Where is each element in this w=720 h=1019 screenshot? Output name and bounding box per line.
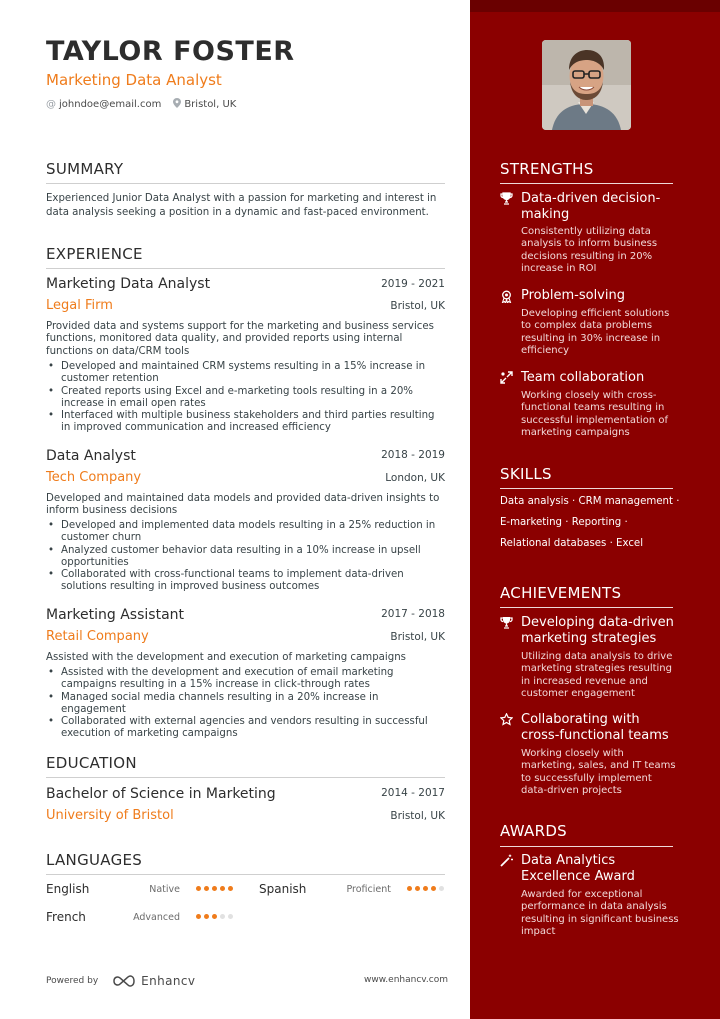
- skills-line: Relational databases · Excel: [500, 538, 644, 549]
- job-bullet: • Developed and maintained CRM systems resulting in a 15% increase in customer retention: [46, 361, 446, 386]
- achievements-divider: [500, 607, 673, 608]
- job-description: Assisted with the development and execution of marketing campaigns: [46, 652, 406, 663]
- rating-dot: [407, 886, 412, 891]
- job-bullets: [46, 520, 446, 594]
- rating-dot: [423, 886, 428, 891]
- strength-title: Problem-solving: [521, 288, 625, 303]
- achievement-title: Collaborating with cross-functional teams: [521, 712, 669, 743]
- job-bullet: • Managed social media channels resulting in a 20% increase in engagement: [46, 692, 446, 717]
- people-link-icon: [500, 371, 514, 385]
- star-icon: [500, 713, 514, 727]
- job-title: Data Analyst: [46, 448, 136, 464]
- language-level: Native: [149, 884, 180, 895]
- trophy-icon: [500, 616, 514, 630]
- job-dates: 2019 - 2021: [381, 278, 445, 290]
- education-divider: [46, 777, 445, 778]
- achievement-title: Developing data-driven marketing strategies: [521, 615, 674, 646]
- sidebar-top-band: [470, 0, 720, 12]
- awards-divider: [500, 846, 673, 847]
- degree-title: Bachelor of Science in Marketing: [46, 786, 276, 802]
- rating-dot: [415, 886, 420, 891]
- strength-title: Data-driven decision-making: [521, 191, 661, 222]
- skills-line: Data analysis · CRM management ·: [500, 496, 680, 507]
- powered-by-text: Powered by: [46, 976, 99, 986]
- magic-wand-icon: [500, 854, 514, 868]
- strengths-divider: [500, 183, 673, 184]
- candidate-name: TAYLOR FOSTER: [46, 36, 295, 67]
- summary-heading: SUMMARY: [46, 160, 124, 178]
- job-bullet: • Created reports using Excel and e-marketing tools resulting in a 20% increase in email open rates: [46, 386, 446, 411]
- language-name: Spanish: [259, 882, 307, 896]
- job-location: Bristol, UK: [390, 300, 445, 312]
- language-name: French: [46, 910, 86, 924]
- job-location: Bristol, UK: [390, 631, 445, 643]
- skills-heading: SKILLS: [500, 465, 552, 483]
- strength-title: Team collaboration: [521, 370, 645, 385]
- candidate-title: Marketing Data Analyst: [46, 71, 222, 89]
- contact-line: [46, 98, 236, 111]
- rating-dot: [439, 886, 444, 891]
- job-description: Developed and maintained data models and provided data-driven insights to inform business decisions: [46, 493, 440, 517]
- footer-powered: [46, 974, 195, 988]
- skills-line: E-marketing · Reporting ·: [500, 517, 628, 528]
- job-dates: 2017 - 2018: [381, 608, 445, 620]
- experience-heading: EXPERIENCE: [46, 245, 143, 263]
- rating-dot: [196, 886, 201, 891]
- awards-heading: AWARDS: [500, 822, 568, 840]
- award-description: Awarded for exceptional performance in data analysis resulting in significant business impact: [521, 889, 679, 938]
- job-company: Retail Company: [46, 629, 149, 644]
- rating-dot: [220, 914, 225, 919]
- trophy-icon: [500, 192, 514, 206]
- job-bullets: [46, 667, 446, 741]
- education-dates: 2014 - 2017: [381, 787, 445, 799]
- job-bullet: • Analyzed customer behavior data resulting in a 10% increase in upsell opportunities: [46, 545, 446, 570]
- footer-website[interactable]: www.enhancv.com: [364, 975, 448, 985]
- job-description: Provided data and systems support for the marketing and business services functions, monitored data quality, and provided reports using internal functions on data/CRM tools: [46, 321, 434, 357]
- rating-dot: [431, 886, 436, 891]
- school-name: University of Bristol: [46, 808, 174, 823]
- job-bullet: • Developed and implemented data models resulting in a 25% reduction in customer churn: [46, 520, 446, 545]
- rating-dot: [228, 886, 233, 891]
- location-pin-icon: [173, 98, 181, 111]
- language-rating: [196, 886, 233, 891]
- strength-description: Working closely with cross-functional teams resulting in successful implementation of marketing campaigns: [521, 390, 668, 439]
- strength-description: Consistently utilizing data analysis to inform business decisions resulting in 20% increase in ROI: [521, 226, 658, 275]
- enhancv-logo[interactable]: [112, 974, 195, 988]
- achievement-description: Utilizing data analysis to drive marketing strategies resulting in increased revenue and customer engagement: [521, 651, 673, 700]
- job-title: Marketing Assistant: [46, 607, 185, 623]
- rating-dot: [204, 914, 209, 919]
- language-rating: [196, 914, 233, 919]
- rating-dot: [196, 914, 201, 919]
- job-location: London, UK: [385, 472, 445, 484]
- rating-dot: [212, 914, 217, 919]
- school-location: Bristol, UK: [390, 810, 445, 822]
- achievements-heading: ACHIEVEMENTS: [500, 584, 622, 602]
- job-title: Marketing Data Analyst: [46, 276, 211, 292]
- job-company: Tech Company: [46, 470, 142, 485]
- rating-dot: [228, 914, 233, 919]
- rating-dot: [212, 886, 217, 891]
- job-bullets: [46, 361, 446, 435]
- job-bullet: • Collaborated with external agencies and vendors resulting in successful execution of marketing campaigns: [46, 716, 446, 741]
- languages-heading: LANGUAGES: [46, 851, 143, 869]
- job-dates: 2018 - 2019: [381, 449, 445, 461]
- language-rating: [407, 886, 444, 891]
- strength-description: Developing efficient solutions to complex data problems resulting in 30% increase in efficiency: [521, 308, 670, 357]
- job-bullet: • Assisted with the development and execution of email marketing campaigns resulting in a 15% increase in click-through rates: [46, 667, 446, 692]
- brand-name: Enhancv: [141, 974, 196, 988]
- achievement-description: Working closely with marketing, sales, and IT teams to successfully implement data-driven projects: [521, 748, 676, 797]
- at-icon: @: [46, 99, 56, 110]
- skills-divider: [500, 488, 673, 489]
- strengths-heading: STRENGTHS: [500, 160, 594, 178]
- job-bullet: • Interfaced with multiple business stakeholders and third parties resulting in improved communication and increased efficiency: [46, 410, 446, 435]
- rating-dot: [204, 886, 209, 891]
- languages-divider: [46, 874, 445, 875]
- experience-divider: [46, 268, 445, 269]
- language-level: Proficient: [346, 884, 391, 895]
- job-company: Legal Firm: [46, 298, 113, 313]
- summary-divider: [46, 183, 445, 184]
- enhancv-logo-icon: [112, 974, 136, 988]
- rating-dot: [220, 886, 225, 891]
- summary-text: Experienced Junior Data Analyst with a passion for marketing and interest in data analysis seeking a position in a dynamic and fast-paced environment.: [46, 193, 437, 218]
- language-name: English: [46, 882, 90, 896]
- profile-photo: [542, 40, 631, 130]
- email-text[interactable]: johndoe@email.com: [59, 99, 162, 110]
- education-heading: EDUCATION: [46, 754, 137, 772]
- location-text: Bristol, UK: [184, 99, 237, 110]
- job-bullet: • Collaborated with cross-functional teams to implement data-driven solutions resulting in improved business outcomes: [46, 569, 446, 594]
- award-ribbon-icon: [500, 290, 514, 304]
- award-title: Data Analytics Excellence Award: [521, 853, 635, 884]
- language-level: Advanced: [133, 912, 180, 923]
